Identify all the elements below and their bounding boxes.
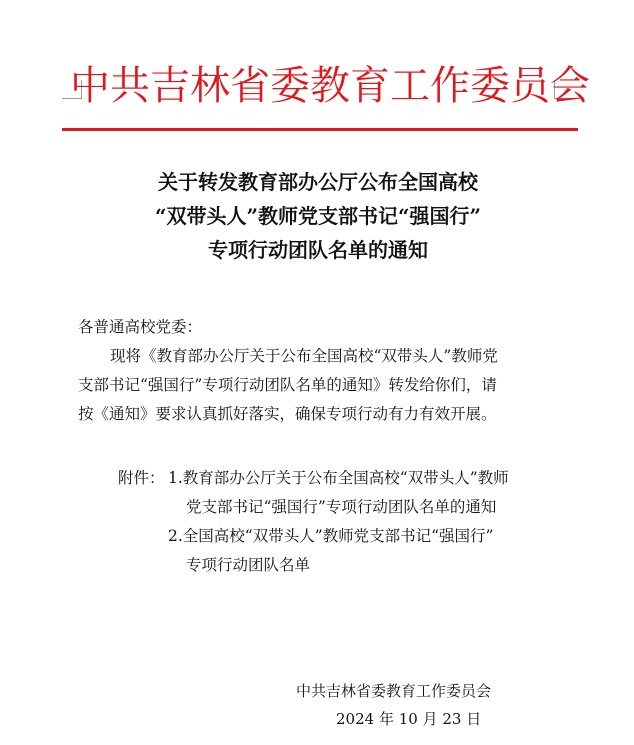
attachment-1-line-1: 1.教育部办公厅关于公布全国高校“双带头人”教师 (168, 469, 509, 487)
signature-organization: 中共吉林省委教育工作委员会 (296, 682, 492, 700)
body-paragraph-line-1: 现将《教育部办公厅关于公布全国高校“双带头人”教师党 (110, 347, 498, 365)
salutation: 各普通高校党委： (78, 318, 203, 336)
body-paragraph-line-3: 按《通知》要求认真抓好落实，确保专项行动有力有效开展。 (78, 405, 497, 423)
red-divider-line (62, 128, 578, 131)
document-title-line-2: “双带头人”教师党支部书记“强国行” (154, 204, 481, 228)
document-title-line-3: 专项行动团队名单的通知 (208, 238, 428, 262)
signature-date: 2024 年 10 月 23 日 (336, 710, 482, 728)
document-title-line-1: 关于转发教育部办公厅公布全国高校 (158, 170, 478, 194)
red-masthead: 中共吉林省委教育工作委员会 (70, 63, 590, 109)
body-paragraph-line-2: 支部书记“强国行”专项行动团队名单的通知》转发给你们，请 (78, 376, 497, 394)
attachment-2-line-1: 2.全国高校“双带头人”教师党支部书记“强国行” (168, 527, 494, 545)
attachment-2-line-2: 专项行动团队名单 (186, 556, 311, 574)
attachment-1-line-2: 党支部书记“强国行”专项行动团队名单的通知 (186, 498, 497, 516)
attachment-label: 附件： (118, 469, 165, 487)
